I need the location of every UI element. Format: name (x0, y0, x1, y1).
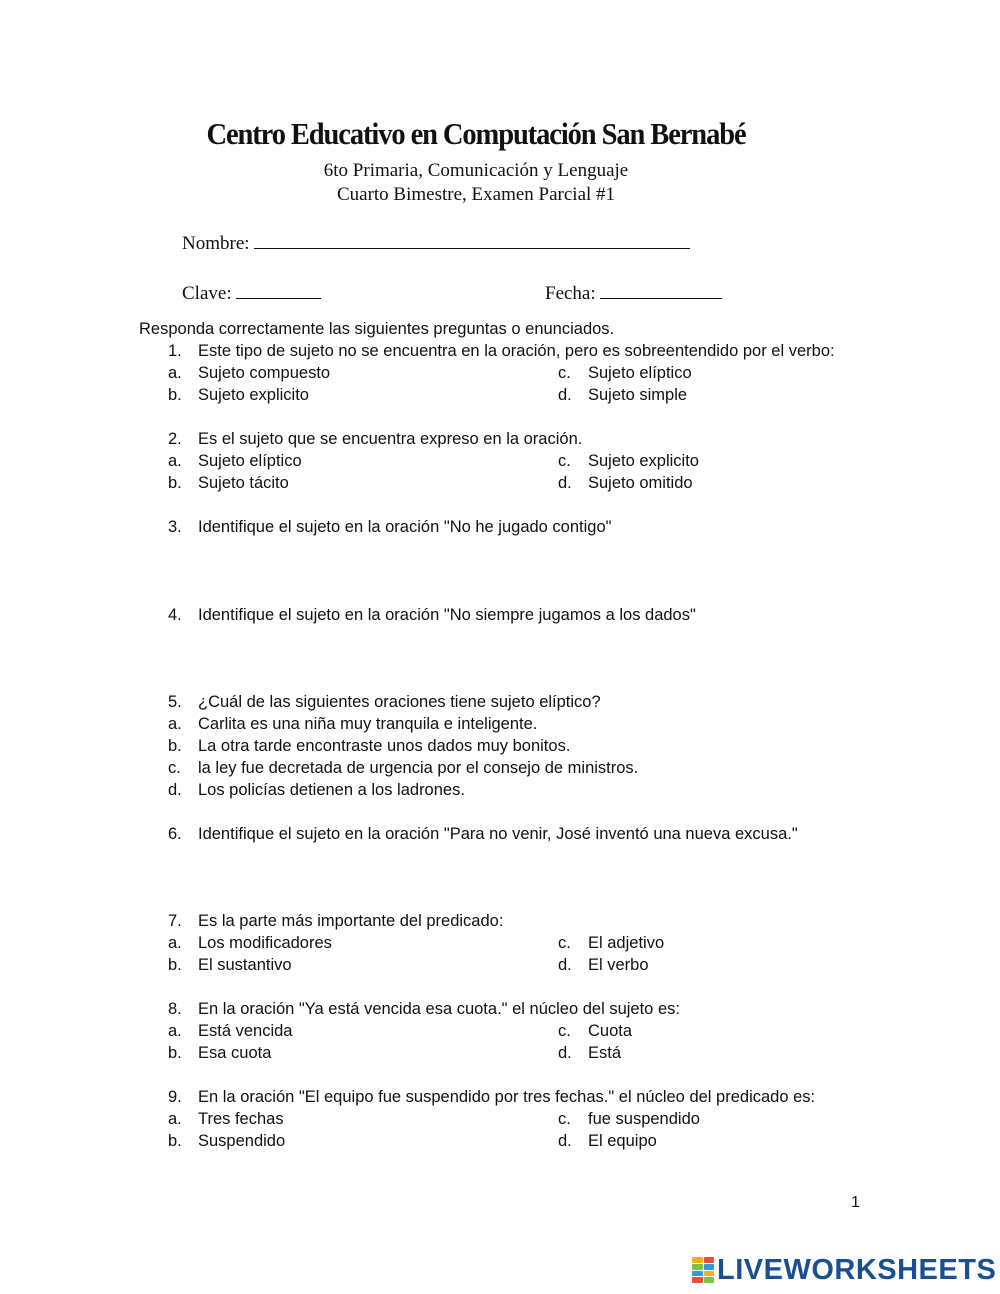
option-text[interactable]: la ley fue decretada de urgencia por el consejo de ministros. (198, 759, 639, 777)
question-number: 9. (168, 1088, 182, 1106)
option-letter: b. (168, 1132, 182, 1150)
option-text[interactable]: Tres fechas (198, 1110, 284, 1128)
liveworksheets-logo-icon (692, 1257, 714, 1283)
document-title: Centro Educativo en Computación San Bernabé (206, 116, 746, 151)
option-letter: b. (168, 474, 182, 492)
fecha-label: Fecha: (545, 283, 596, 304)
option-text[interactable]: Los modificadores (198, 934, 332, 952)
instructions: Responda correctamente las siguientes preguntas o enunciados. (139, 320, 615, 338)
option-letter: b. (168, 737, 182, 755)
question-text: Identifique el sujeto en la oración "No siempre jugamos a los dados" (198, 606, 696, 624)
option-text[interactable]: El verbo (588, 956, 649, 974)
question-number: 5. (168, 693, 182, 711)
option-text[interactable]: Está (588, 1044, 622, 1062)
option-text[interactable]: Esa cuota (198, 1044, 272, 1062)
option-letter: d. (558, 386, 572, 404)
question-text: Es la parte más importante del predicado: (198, 912, 504, 930)
option-text[interactable]: Suspendido (198, 1132, 286, 1150)
option-text[interactable]: Sujeto elíptico (588, 364, 692, 382)
clave-blank-line[interactable] (236, 297, 321, 299)
clave-field[interactable] (182, 283, 321, 305)
option-text[interactable]: Sujeto compuesto (198, 364, 331, 382)
question-number: 3. (168, 518, 182, 536)
question-text: En la oración "Ya está vencida esa cuota." el núcleo del sujeto es: (198, 1000, 680, 1018)
option-letter: c. (558, 364, 571, 382)
question-text: Identifique el sujeto en la oración "No he jugado contigo" (198, 518, 612, 536)
option-letter: a. (168, 452, 182, 470)
option-letter: b. (168, 956, 182, 974)
option-letter: a. (168, 934, 182, 952)
question-number: 2. (168, 430, 182, 448)
document-subtitle-course: 6to Primaria, Comunicación y Lenguaje (323, 160, 629, 181)
question-text: ¿Cuál de las siguientes oraciones tiene sujeto elíptico? (198, 693, 601, 711)
nombre-field[interactable] (182, 233, 690, 255)
question-text: Identifique el sujeto en la oración "Para no venir, José inventó una nueva excusa." (198, 825, 798, 843)
question-number: 7. (168, 912, 182, 930)
option-text[interactable]: Sujeto explicito (588, 452, 699, 470)
option-text[interactable]: Cuota (588, 1022, 633, 1040)
question-number: 1. (168, 342, 182, 360)
option-letter: a. (168, 1110, 182, 1128)
liveworksheets-brand[interactable] (692, 1253, 997, 1286)
option-letter: a. (168, 364, 182, 382)
option-letter: d. (558, 1132, 572, 1150)
option-text[interactable]: Sujeto simple (588, 386, 688, 404)
option-text[interactable]: Sujeto elíptico (198, 452, 302, 470)
option-text[interactable]: El adjetivo (588, 934, 665, 952)
option-text[interactable]: Los policías detienen a los ladrones. (198, 781, 465, 799)
option-text[interactable]: El sustantivo (198, 956, 292, 974)
option-text[interactable]: Sujeto tácito (198, 474, 289, 492)
option-letter: b. (168, 386, 182, 404)
option-letter: c. (558, 1022, 571, 1040)
question-number: 8. (168, 1000, 182, 1018)
nombre-label: Nombre: (182, 233, 250, 254)
option-letter: b. (168, 1044, 182, 1062)
question-number: 6. (168, 825, 182, 843)
fecha-field[interactable] (545, 283, 722, 305)
option-text[interactable]: Sujeto explicito (198, 386, 309, 404)
option-text[interactable]: Carlita es una niña muy tranquila e inteligente. (198, 715, 538, 733)
document-subtitle-exam: Cuarto Bimestre, Examen Parcial #1 (336, 184, 616, 205)
fecha-blank-line[interactable] (600, 297, 722, 299)
page-number: 1 (851, 1194, 860, 1211)
option-letter: a. (168, 1022, 182, 1040)
nombre-blank-line[interactable] (254, 247, 690, 249)
option-letter: a. (168, 715, 182, 733)
option-letter: d. (558, 474, 572, 492)
option-letter: c. (558, 1110, 571, 1128)
option-letter: d. (558, 1044, 572, 1062)
option-text[interactable]: La otra tarde encontraste unos dados muy bonitos. (198, 737, 571, 755)
question-text: Es el sujeto que se encuentra expreso en la oración. (198, 430, 583, 448)
option-text[interactable]: El equipo (588, 1132, 657, 1150)
question-text: En la oración "El equipo fue suspendido por tres fechas." el núcleo del predicado es: (198, 1088, 816, 1106)
question-text: Este tipo de sujeto no se encuentra en la oración, pero es sobreentendido por el verbo: (198, 342, 835, 360)
option-letter: d. (558, 956, 572, 974)
clave-label: Clave: (182, 283, 232, 304)
liveworksheets-wordmark: LIVEWORKSHEETS (717, 1253, 997, 1286)
option-letter: d. (168, 781, 182, 799)
option-text[interactable]: Está vencida (198, 1022, 293, 1040)
option-letter: c. (558, 934, 571, 952)
option-text[interactable]: fue suspendido (588, 1110, 700, 1128)
option-letter: c. (168, 759, 181, 777)
question-number: 4. (168, 606, 182, 624)
option-letter: c. (558, 452, 571, 470)
option-text[interactable]: Sujeto omitido (588, 474, 693, 492)
